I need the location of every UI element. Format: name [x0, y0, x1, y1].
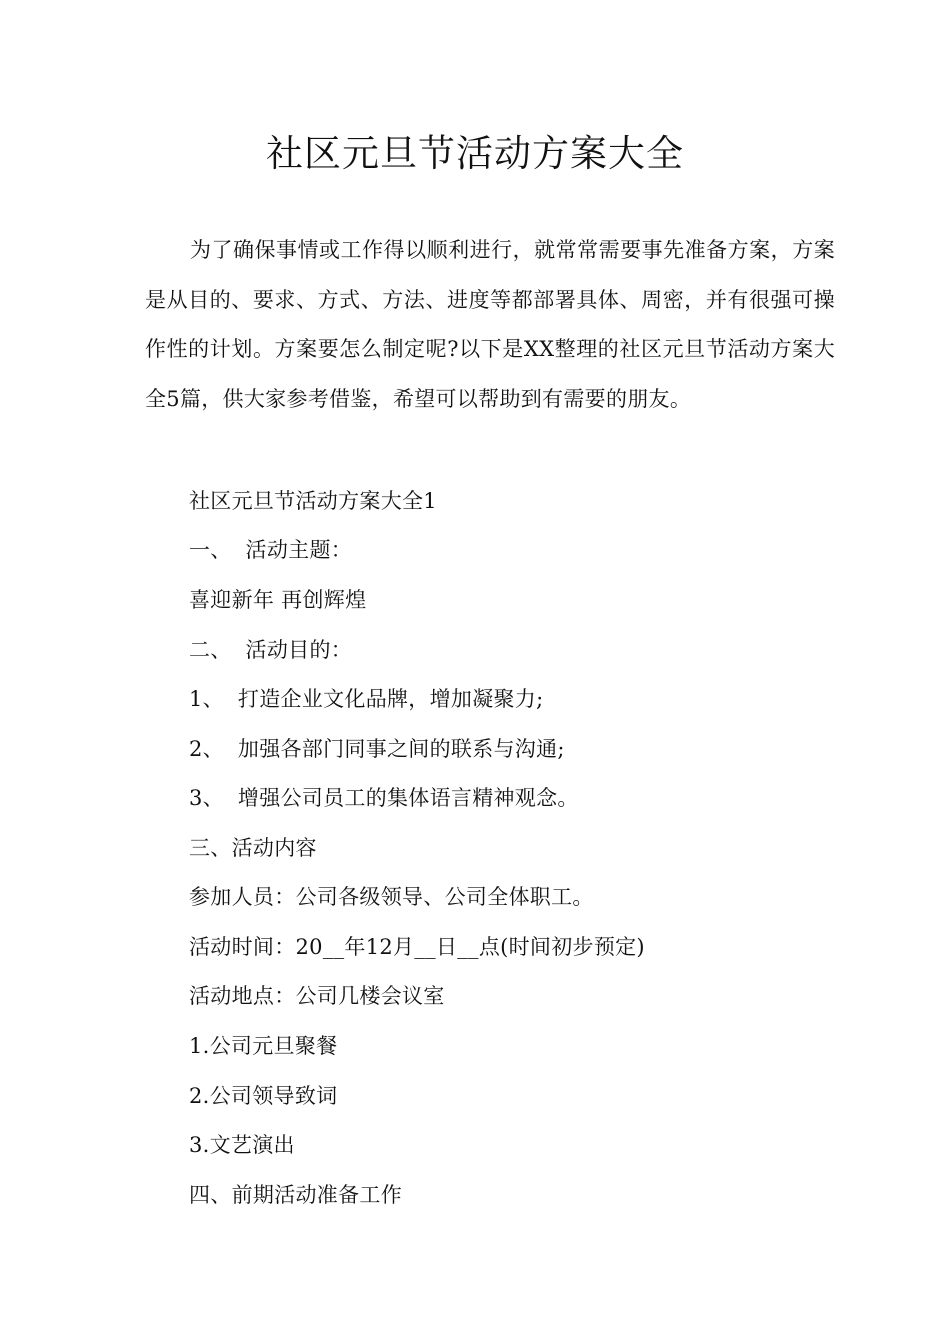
purpose-item-3: 3、 增强公司员工的集体语言精神观念。 [189, 786, 579, 810]
theme-heading: 一、 活动主题： [189, 538, 353, 562]
content-heading: 三、活动内容 [189, 836, 317, 860]
content-item-1: 1.公司元旦聚餐 [189, 1034, 338, 1058]
location-line: 活动地点：公司几楼会议室 [189, 984, 445, 1008]
section-heading: 社区元旦节活动方案大全1 [189, 489, 437, 513]
content-item-3: 3.文艺演出 [189, 1133, 295, 1157]
document-title: 社区元旦节活动方案大全 [266, 132, 684, 175]
intro-paragraph: 为了确保事情或工作得以顺利进行，就常常需要事先准备方案，方案是从目的、要求、方式、方法、进度等都部署具体、周密，并有很强可操作性的计划。方案要怎么制定呢?以下是XX整理的社区元旦节活动方案大全5篇，供大家参考借鉴，希望可以帮助到有需要的朋友。 [145, 238, 835, 411]
purpose-item-2: 2、 加强各部门同事之间的联系与沟通; [189, 737, 565, 761]
participants-line: 参加人员：公司各级领导、公司全体职工。 [189, 885, 594, 909]
content-item-2: 2.公司领导致词 [189, 1084, 338, 1108]
preparation-heading: 四、前期活动准备工作 [189, 1183, 402, 1207]
time-line: 活动时间：20__年12月__日__点(时间初步预定) [189, 935, 645, 959]
theme-text: 喜迎新年 再创辉煌 [189, 588, 367, 612]
purpose-item-1: 1、 打造企业文化品牌，增加凝聚力; [189, 687, 544, 711]
purpose-heading: 二、 活动目的： [189, 638, 353, 662]
